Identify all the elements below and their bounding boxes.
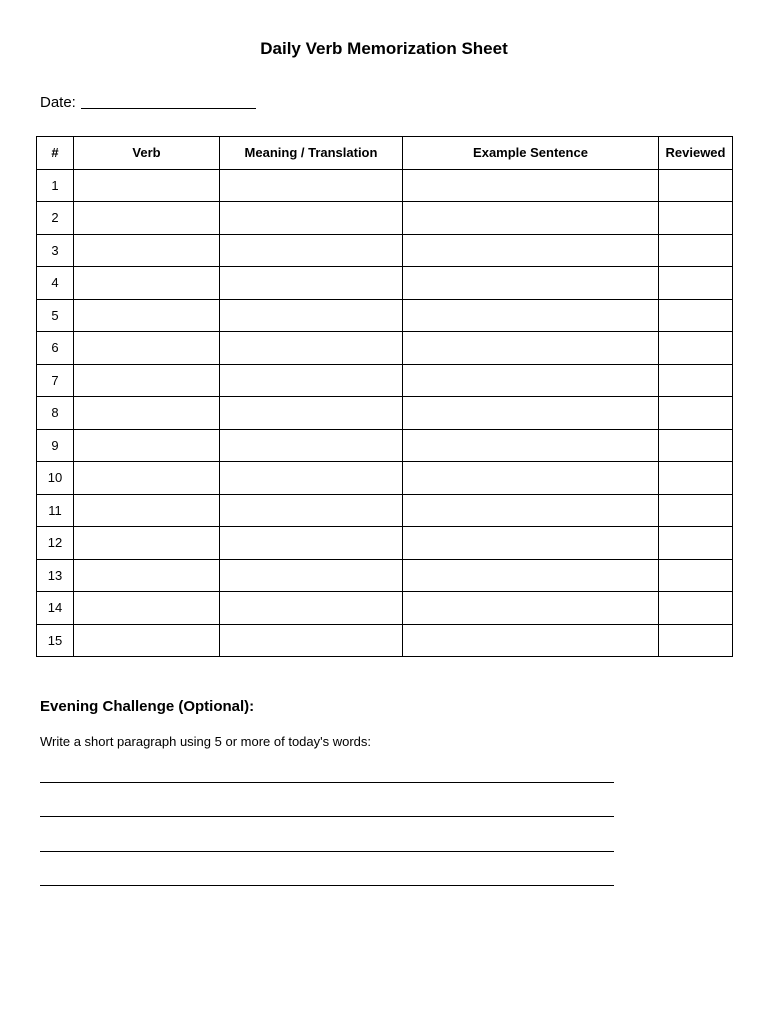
meaning-cell[interactable] <box>220 527 403 560</box>
table-header-row <box>37 137 733 170</box>
verb-cell[interactable] <box>74 397 220 430</box>
table-row <box>37 332 733 365</box>
table-row <box>37 234 733 267</box>
writing-line <box>40 885 614 886</box>
row-number: 14 <box>37 592 74 625</box>
writing-line <box>40 816 614 817</box>
example-sentence-cell[interactable] <box>403 527 659 560</box>
example-sentence-cell[interactable] <box>403 169 659 202</box>
header-reviewed: Reviewed <box>659 137 733 170</box>
verb-cell[interactable] <box>74 234 220 267</box>
row-number: 8 <box>37 397 74 430</box>
verb-cell[interactable] <box>74 624 220 657</box>
meaning-cell[interactable] <box>220 559 403 592</box>
meaning-cell[interactable] <box>220 332 403 365</box>
date-blank-line <box>81 108 256 109</box>
reviewed-cell[interactable] <box>659 494 733 527</box>
verb-cell[interactable] <box>74 364 220 397</box>
table-row <box>37 559 733 592</box>
header-verb: Verb <box>74 137 220 170</box>
verb-cell[interactable] <box>74 169 220 202</box>
meaning-cell[interactable] <box>220 202 403 235</box>
verb-cell[interactable] <box>74 429 220 462</box>
verb-table <box>36 136 733 657</box>
example-sentence-cell[interactable] <box>403 234 659 267</box>
meaning-cell[interactable] <box>220 299 403 332</box>
example-sentence-cell[interactable] <box>403 332 659 365</box>
table-row <box>37 462 733 495</box>
example-sentence-cell[interactable] <box>403 397 659 430</box>
example-sentence-cell[interactable] <box>403 624 659 657</box>
row-number: 1 <box>37 169 74 202</box>
reviewed-cell[interactable] <box>659 429 733 462</box>
writing-line <box>40 851 614 852</box>
row-number: 12 <box>37 527 74 560</box>
reviewed-cell[interactable] <box>659 397 733 430</box>
row-number: 9 <box>37 429 74 462</box>
table-body <box>37 169 733 657</box>
reviewed-cell[interactable] <box>659 234 733 267</box>
meaning-cell[interactable] <box>220 267 403 300</box>
example-sentence-cell[interactable] <box>403 592 659 625</box>
example-sentence-cell[interactable] <box>403 364 659 397</box>
verb-cell[interactable] <box>74 559 220 592</box>
meaning-cell[interactable] <box>220 364 403 397</box>
example-sentence-cell[interactable] <box>403 429 659 462</box>
page-title: Daily Verb Memorization Sheet <box>260 39 508 58</box>
reviewed-cell[interactable] <box>659 462 733 495</box>
table-row <box>37 364 733 397</box>
table-row <box>37 169 733 202</box>
table-row <box>37 624 733 657</box>
reviewed-cell[interactable] <box>659 299 733 332</box>
meaning-cell[interactable] <box>220 397 403 430</box>
date-field <box>40 92 256 112</box>
row-number: 5 <box>37 299 74 332</box>
reviewed-cell[interactable] <box>659 624 733 657</box>
verb-cell[interactable] <box>74 527 220 560</box>
reviewed-cell[interactable] <box>659 527 733 560</box>
example-sentence-cell[interactable] <box>403 299 659 332</box>
meaning-cell[interactable] <box>220 234 403 267</box>
reviewed-cell[interactable] <box>659 332 733 365</box>
table-row <box>37 527 733 560</box>
reviewed-cell[interactable] <box>659 592 733 625</box>
row-number: 4 <box>37 267 74 300</box>
reviewed-cell[interactable] <box>659 202 733 235</box>
meaning-cell[interactable] <box>220 429 403 462</box>
meaning-cell[interactable] <box>220 592 403 625</box>
meaning-cell[interactable] <box>220 624 403 657</box>
table-row <box>37 267 733 300</box>
row-number: 2 <box>37 202 74 235</box>
header-meaning: Meaning / Translation <box>220 137 403 170</box>
verb-cell[interactable] <box>74 332 220 365</box>
example-sentence-cell[interactable] <box>403 202 659 235</box>
reviewed-cell[interactable] <box>659 267 733 300</box>
header-example-sentence: Example Sentence <box>403 137 659 170</box>
row-number: 11 <box>37 494 74 527</box>
challenge-title: Evening Challenge (Optional): <box>40 698 255 715</box>
table-row <box>37 397 733 430</box>
row-number: 3 <box>37 234 74 267</box>
verb-cell[interactable] <box>74 592 220 625</box>
verb-cell[interactable] <box>74 494 220 527</box>
verb-cell[interactable] <box>74 462 220 495</box>
verb-cell[interactable] <box>74 202 220 235</box>
example-sentence-cell[interactable] <box>403 462 659 495</box>
table-row <box>37 592 733 625</box>
row-number: 7 <box>37 364 74 397</box>
row-number: 15 <box>37 624 74 657</box>
row-number: 13 <box>37 559 74 592</box>
reviewed-cell[interactable] <box>659 364 733 397</box>
writing-line <box>40 782 614 783</box>
verb-cell[interactable] <box>74 299 220 332</box>
header-number: # <box>37 137 74 170</box>
table-row <box>37 494 733 527</box>
table-row <box>37 429 733 462</box>
reviewed-cell[interactable] <box>659 169 733 202</box>
row-number: 6 <box>37 332 74 365</box>
verb-cell[interactable] <box>74 267 220 300</box>
challenge-instruction: Write a short paragraph using 5 or more of today's words: <box>40 734 372 749</box>
row-number: 10 <box>37 462 74 495</box>
table-row <box>37 202 733 235</box>
meaning-cell[interactable] <box>220 494 403 527</box>
date-label: Date: <box>40 94 76 111</box>
table-row <box>37 299 733 332</box>
example-sentence-cell[interactable] <box>403 267 659 300</box>
meaning-cell[interactable] <box>220 169 403 202</box>
meaning-cell[interactable] <box>220 462 403 495</box>
example-sentence-cell[interactable] <box>403 559 659 592</box>
reviewed-cell[interactable] <box>659 559 733 592</box>
example-sentence-cell[interactable] <box>403 494 659 527</box>
